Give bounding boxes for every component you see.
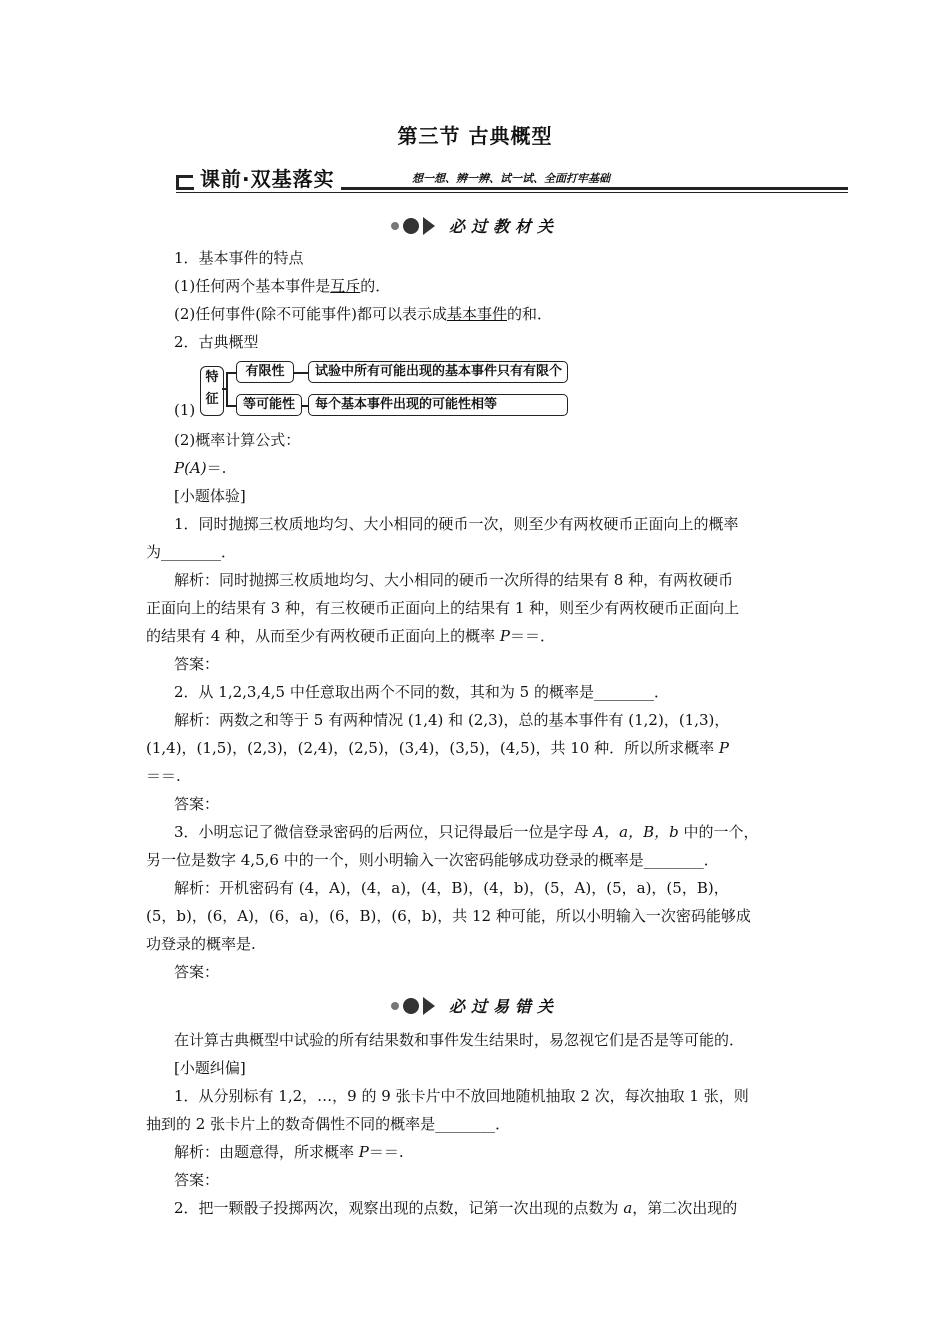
arrow-right-icon xyxy=(423,997,435,1015)
answer-label: 答案： xyxy=(174,655,220,673)
solution-text: 解析：同时抛掷三枚质地均匀、大小相同的硬币一次所得的结果有 8 种，有两枚硬币 xyxy=(174,571,734,589)
solution-text: 解析：由题意得，所求概率 P＝＝. xyxy=(174,1143,404,1161)
question-text: 3．小明忘记了微信登录密码的后两位，只记得最后一位是字母 A，a，B，b 中的一个， xyxy=(174,823,759,841)
solution-text: 解析：两数之和等于 5 有两种情况 (1,4) 和 (2,3)，总的基本事件有 (1,2)，(1,3)， xyxy=(174,711,730,729)
diagram-connector xyxy=(226,405,236,407)
subheading-practice: [小题体验] xyxy=(174,487,246,505)
solution-text: ＝＝. xyxy=(146,767,181,785)
formula: P(A)＝. xyxy=(174,459,227,477)
diagram-connector xyxy=(226,372,236,374)
diagram-desc-box: 每个基本事件出现的可能性相等 xyxy=(308,394,568,416)
section-header-errors xyxy=(0,994,950,1020)
paragraph: (1)任何两个基本事件是互斥的． xyxy=(174,277,391,295)
banner-sub-text: 想一想、辨一辨、试一试、全面打牢基础 xyxy=(408,170,614,186)
solution-text: 正面向上的结果有 3 种，有三枚硬币正面向上的结果有 1 种，则至少有两枚硬币正面向上 xyxy=(146,599,740,617)
question-text: 为________． xyxy=(146,543,237,561)
item-prefix: (1) xyxy=(174,401,196,419)
solution-text: (1,4)，(1,5)，(2,3)，(2,4)，(2,5)，(3,4)，(3,5)，(4,5)，共 10 种．所以所求概率 P xyxy=(146,739,729,757)
bullet-dot-small-icon xyxy=(391,222,399,230)
paragraph: (2)任何事件(除不可能事件)都可以表示成基本事件的和． xyxy=(174,305,552,323)
section-banner xyxy=(176,165,848,193)
heading-classical-model: 2．古典概型 xyxy=(174,333,259,351)
section-label: 必过易错关 xyxy=(448,997,559,1016)
question-text: 1．同时抛掷三枚质地均匀、大小相同的硬币一次，则至少有两枚硬币正面向上的概率 xyxy=(174,515,739,533)
diagram-key-box: 等可能性 xyxy=(236,394,302,416)
banner-rule-thin xyxy=(176,192,848,193)
paragraph: (2)概率计算公式： xyxy=(174,431,301,449)
answer-label: 答案： xyxy=(174,795,220,813)
diagram-root-label: 特征 xyxy=(200,366,224,416)
arrow-right-icon xyxy=(423,217,435,235)
subheading-correction: [小题纠偏] xyxy=(174,1059,246,1077)
solution-text: (5，b)，(6，A)，(6，a)，(6，B)，(6，b)，共 12 种可能，所以小明输入一次密码能够成 xyxy=(146,907,751,925)
diagram-connector xyxy=(226,372,228,406)
answer-label: 答案： xyxy=(174,963,220,981)
bullet-dot-large-icon xyxy=(403,218,419,234)
diagram-connector xyxy=(294,372,308,374)
feature-diagram xyxy=(200,358,570,418)
bullet-dot-small-icon xyxy=(391,1002,399,1010)
question-text: 2．从 1,2,3,4,5 中任意取出两个不同的数，其和为 5 的概率是________． xyxy=(174,683,669,701)
question-text: 2．把一颗骰子投掷两次，观察出现的点数，记第一次出现的点数为 a，第二次出现的 xyxy=(174,1199,738,1217)
heading-basic-event: 1．基本事件的特点 xyxy=(174,249,304,267)
diagram-desc-box: 试验中所有可能出现的基本事件只有有限个 xyxy=(308,361,568,383)
solution-text: 功登录的概率是. xyxy=(146,935,256,953)
solution-text: 解析：开机密码有 (4，A)，(4，a)，(4，B)，(4，b)，(5，A)，(5，a)，(5，B)， xyxy=(174,879,729,897)
question-text: 抽到的 2 张卡片上的数奇偶性不同的概率是________． xyxy=(146,1115,511,1133)
section-header-textbook xyxy=(0,214,950,240)
section-label: 必过教材关 xyxy=(448,217,559,236)
page-title: 第三节 古典概型 xyxy=(397,124,553,148)
solution-text: 的结果有 4 种，从而至少有两枚硬币正面向上的概率 P＝＝． xyxy=(146,627,555,645)
paragraph: 在计算古典概型中试验的所有结果数和事件发生结果时，易忽视它们是否是等可能的． xyxy=(174,1031,745,1049)
banner-main-text: 课前·双基落实 xyxy=(194,163,341,192)
answer-label: 答案： xyxy=(174,1171,220,1189)
question-text: 1．从分别标有 1,2，…，9 的 9 张卡片中不放回地随机抽取 2 次，每次抽取 1 张，则 xyxy=(174,1087,749,1105)
question-text: 另一位是数字 4,5,6 中的一个，则小明输入一次密码能够成功登录的概率是________． xyxy=(146,851,719,869)
bullet-dot-large-icon xyxy=(403,998,419,1014)
underlined-term: 基本事件 xyxy=(446,305,507,323)
diagram-key-box: 有限性 xyxy=(236,361,294,383)
underlined-term: 互斥 xyxy=(330,277,361,295)
